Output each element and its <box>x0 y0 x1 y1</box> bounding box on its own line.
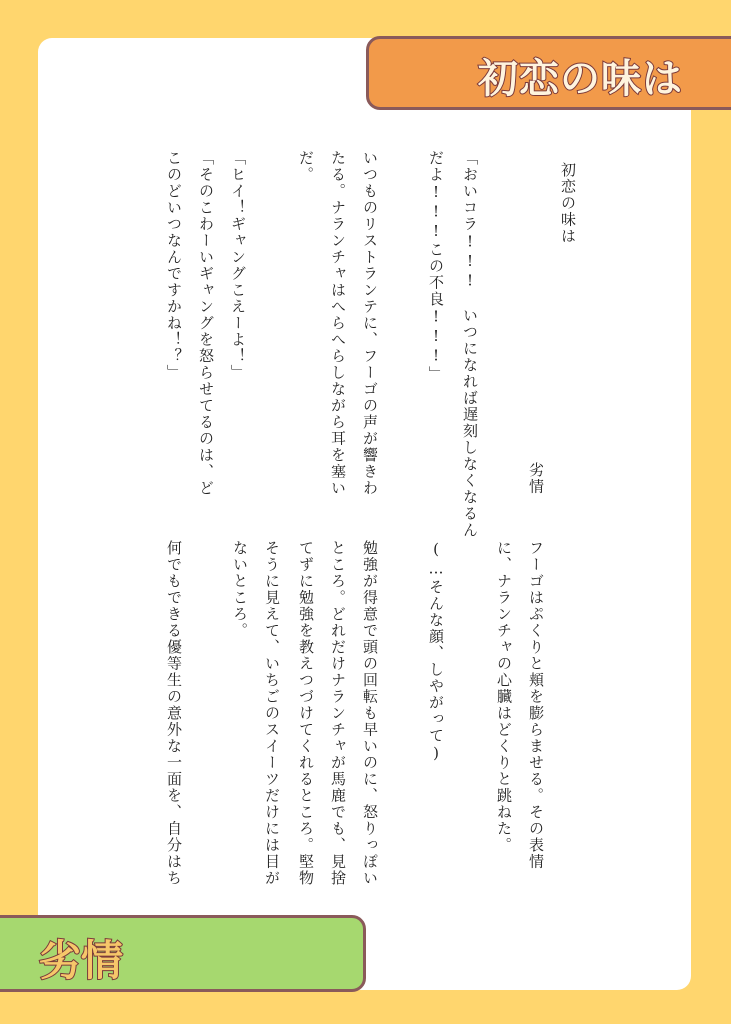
text-line: たる。ナランチャはへらへらしながら耳を塞い <box>329 150 347 497</box>
title-banner-text: 初恋の味は <box>478 56 683 102</box>
story-title: 初恋の味は <box>559 162 577 245</box>
text-line: フーゴはぷくりと頬を膨らませる。その表情 <box>527 540 545 870</box>
text-line: ないところ。 <box>231 540 249 639</box>
text-line: 勉強が得意で頭の回転も早いのに、怒りっぽい <box>361 540 379 887</box>
text-line: いつものリストランテに、フーゴの声が響きわ <box>361 150 379 497</box>
text-line: 何でもできる優等生の意外な一面を、自分はち <box>165 540 183 887</box>
story-author: 劣情 <box>527 462 545 495</box>
text-line: 「そのこわーいギャングを怒らせてるのは、ど <box>197 150 215 497</box>
title-banner <box>366 36 731 110</box>
author-banner <box>0 915 366 992</box>
author-banner-text: 劣情 <box>39 936 124 985</box>
text-line: このどいつなんですかね！？」 <box>165 150 183 381</box>
text-line: に、ナランチャの心臓はどくりと跳ねた。 <box>495 540 513 854</box>
text-line: だよ!!!この不良!!!」 <box>427 150 445 383</box>
text-line: 「ヒイ！ギャングこえーよ！」 <box>229 150 247 381</box>
text-line: だ。 <box>297 150 315 183</box>
text-line: ところ。どれだけナランチャが馬鹿でも、見捨 <box>329 540 347 887</box>
text-line: (…そんな顔、しやがって) <box>427 540 445 764</box>
text-line: 「おいコラ!!! いつになれば遅刻しなくなるん <box>461 150 479 539</box>
text-line: そうに見えて、いちごのスイーツだけには目が <box>263 540 281 887</box>
text-line: てずに勉強を教えつづけてくれるところ。堅物 <box>297 540 315 887</box>
